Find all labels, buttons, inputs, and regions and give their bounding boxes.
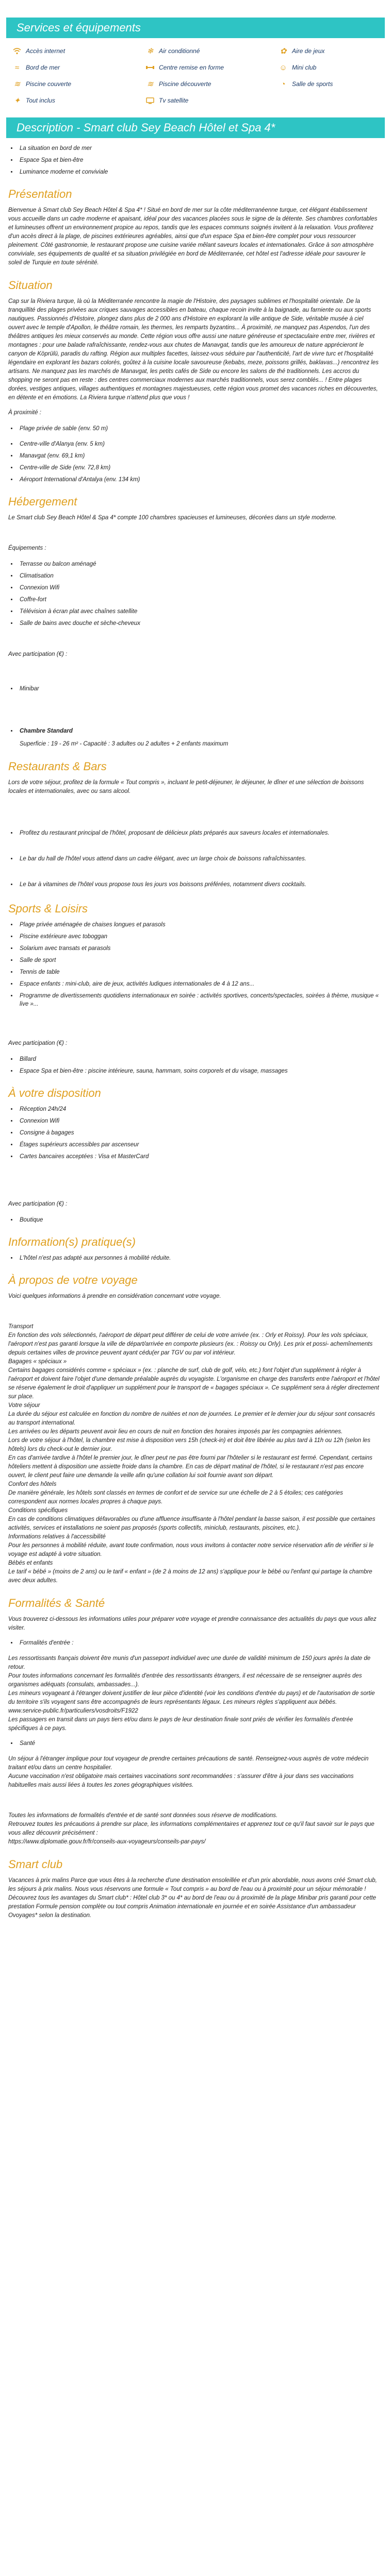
list-item: • Salle de sport — [18, 956, 380, 964]
situation-text: Cap sur la Riviera turque, là où la Méditerranée rencontre la magie de l'Histoire, des paysages sublimes et l'hospitalité orientale. De la tranquillité des plages privées aux criques sauvages accessibles en bateau, chaque recoin invite à la baignade, au farniente ou aux sports nautiques. Passionnés d'Histoire, plongez dans plus de 2 000 ans d'Histoire en explorant la ville antique de Side, véritable musée à ciel ouvert avec le temple d'Apollon, le théâtre romain, les thermes, les remparts byzantins... À proximité, ne manquez pas Aspendos, l'un des théâtres antiques les mieux conservés au monde. Cette région vous offre aussi une nature généreuse et spectaculaire entre mer, rivières et montagnes : pour une balade rafraîchissante, rendez-vous aux chutes de Manavgat, tandis que les amoureux de nature apprécieront le canyon de Köprülü, paradis du rafting. Région aux multiples facettes, laissez-vous séduire par l'authenticité, l'art de vivre turc et l'hospitalité légendaire en explorant les bazars colorés, goûtez à la cuisine locale savoureuse (kebabs, meze, poissons grillés, baklavas...) rencontrez les artisans. Ne manquez pas les marchés de Manavgat, les petits cafés de Side ou encore les salons de thé traditionnels. Les accros du shopping ne seront pas en reste : des centres commerciaux modernes aux marchés traditionnels, vous serez comblés... ! Entre plages dorées, vestiges antiques, villages authentiques et montagnes majestueuses, cette région vous promet des vacances riches en découvertes, en détente et en émotions. La Riviera turque n'attend plus que vous ! — [8, 298, 379, 401]
sports-paid-list — [18, 1055, 380, 1075]
service-item: ❄ Air conditionné — [145, 45, 279, 57]
service-item: ☺ Mini club — [279, 63, 317, 72]
equip-list — [18, 560, 380, 628]
room-title: • Chambre Standard — [18, 727, 380, 735]
formalites-footer: Toutes les informations de formalités d'entrée et de santé sont données sous réserve de modifications. Retrouvez toutes les précautions à prendre sur place, les informations complémentaires et apprenez tout ce qu'il faut savoir sur le pays que vous allez découvrir précisément : https://www.diplomatie.gouv.fr/fr/conseils-aux-voyageurs/conseils-par-pays/ — [8, 1812, 374, 1845]
restaurants-text: Lors de votre séjour, profitez de la formule « Tout compris », incluant le petit-déjeuner, le déjeuner, le dîner et une sélection de boissons locales et internationales, avec ou sans alcool. — [8, 779, 364, 794]
hebergement-paid-list — [18, 685, 380, 693]
service-item: ✿ Aire de jeux — [279, 45, 387, 57]
list-item: • Climatisation — [18, 572, 380, 580]
disposition-list — [18, 1105, 380, 1161]
sport-icon: ◔ — [281, 79, 286, 89]
tv-icon — [145, 96, 155, 105]
list-item: • Plage privée de sable (env. 50 m) — [18, 425, 380, 433]
equip-label: Équipements : — [8, 545, 46, 551]
list-item: • Espace enfants : mini-club, aire de jeux, activités ludiques internationales de 4 à 12 ans... — [18, 980, 380, 988]
list-item: • Luminance moderne et conviviale — [18, 168, 380, 176]
list-item: • Minibar — [18, 685, 380, 693]
list-item: • Boutique — [18, 1216, 380, 1224]
disposition-title: À votre disposition — [8, 1087, 101, 1099]
list-item: • Solarium avec transats et parasols — [18, 944, 380, 953]
list-item: • Plage privée aménagée de chaises longues et parasols — [18, 921, 380, 929]
pool-icon: ≋ — [146, 80, 154, 89]
services-heading: Services et équipements — [17, 21, 141, 34]
list-item: • Santé — [18, 1739, 380, 1748]
list-item: • Piscine extérieure avec toboggan — [18, 933, 380, 941]
content — [0, 144, 391, 1920]
list-item: • Connexion Wifi — [18, 1117, 380, 1125]
dumbbell-icon — [145, 63, 155, 72]
information-list — [18, 1254, 380, 1262]
smartclub-text: Vacances à prix malins Parce que vous êtes à la recherche d'une destination ensoleillée et d'un prix abordable, nous avons créé Smart club, les séjours à prix malins. Nous vous réservons une formule « Tout compris » au bord de l'eau ou à proximité pour un séjour mémorable ! Découvrez tous les avantages du Smart club* : Hôtel club 3* ou 4* au bord de l'eau ou à proximité de la plage Minibar pris garanti pour cette prestation Formule pension complète ou tout compris Animation internationale en journée et en soirée Assistance d'un ambassadeur Ovoyages* selon la destination. — [8, 1877, 377, 1919]
all-inclusive-icon: ✦ — [13, 96, 21, 105]
services-grid — [0, 38, 391, 112]
disposition-paid-label: Avec participation (€) : — [8, 1201, 68, 1207]
restaurants-title: Restaurants & Bars — [8, 760, 107, 773]
hebergement-paid-label: Avec participation (€) : — [8, 651, 68, 657]
information-title: Information(s) pratique(s) — [8, 1235, 136, 1248]
list-item: • Coffre-fort — [18, 596, 380, 604]
formalites-entry-text: Les ressortissants français doivent être munis d'un passeport individuel avec une durée de validité minimum de 150 jours après la date de retour. Pour toutes informations concernant les formalités d'entrée des ressortissants étrangers, il est nécessaire de se renseigner auprès des organismes adéquats (consulats, ambassades...). Les mineurs voyageant à l'étranger doivent justifier de leur pièce d'identité (voir les conditions d'entrée du pays) et de l'autorisation de sortie du territoire s'ils voyagent sans être accompagnés de leurs représentants légaux. Les mineurs règles s'appliquent aux bébés. www.service-public.fr/particuliers/vosdroits/F1922 Les passagers en transit dans un pays tiers et/ou dans le pays de leur destination finale sont priés de vérifier les formalités d'entrée spécifiques à ce pays. — [8, 1655, 375, 1732]
smartclub-title: Smart club — [8, 1858, 63, 1871]
services-band — [6, 18, 385, 38]
list-item: • Réception 24h/24 — [18, 1105, 380, 1113]
description-band — [6, 117, 385, 138]
list-item: • Espace Spa et bien-être — [18, 156, 380, 164]
snowflake-icon: ❄ — [146, 47, 154, 56]
list-item: • Programme de divertissements quotidiens internationaux en soirée : activités sportives, concerts/spectacles, soirées à thème, musique « live »... — [18, 992, 380, 1008]
waves-icon: ≈ — [14, 63, 20, 72]
list-item: • L'hôtel n'est pas adapté aux personnes à mobilité réduite. — [18, 1254, 380, 1262]
proximity-label: À proximité : — [8, 410, 41, 416]
sports-paid-label: Avec participation (€) : — [8, 1040, 68, 1046]
formalites-label-list — [18, 1639, 380, 1647]
presentation-text: Bienvenue à Smart club Sey Beach Hôtel & Spa 4* ! Situé en bord de mer sur la côte méditerranéenne turque, cet élégant établissement vous accueille dans un cadre moderne et apaisant, idéal pour des vacances placées sous le signe de la détente. Ses chambres confortables et lumineuses offrent un environnement propice au repos, tandis que les espaces communs soignés invitent à la relaxation. Vous profiterez d'un accès direct à la plage, de piscines extérieures agréables, ainsi que d'un espace Spa et bien-être complet pour vous ressourcer pleinement. Côté gastronomie, le restaurant propose une cuisine variée mêlant saveurs locales et internationales. Grâce à son atmosphère conviviale, ses équipements de qualité et sa situation privilégiée en bord de Méditerranée, cet hôtel est l'adresse idéale pour savourer le soleil de Turquie en toute sérénité. — [8, 207, 378, 266]
situation-title: Situation — [8, 279, 53, 292]
restaurants-list — [18, 829, 380, 889]
description-bullets — [18, 144, 380, 176]
apropos-intro: Voici quelques informations à prendre en considération concernant votre voyage. — [8, 1293, 221, 1299]
formalites-intro: Vous trouverez ci-dessous les informations utiles pour préparer votre voyage et prendre connaissance des actualités du pays que vous allez visiter. — [8, 1616, 377, 1631]
list-item: • Consigne à bagages — [18, 1129, 380, 1137]
service-item: ✦ Tout inclus — [12, 95, 145, 106]
list-item: • Aéroport International d'Antalya (env. 134 km) — [18, 476, 380, 484]
list-item: • Centre-ville de Side (env. 72,8 km) — [18, 464, 380, 472]
room-list — [18, 727, 380, 735]
list-item: • Profitez du restaurant principal de l'hôtel, proposant de délicieux plats préparés aux saveurs locales et internationales. — [18, 829, 380, 837]
list-item: • Centre-ville d'Alanya (env. 5 km) — [18, 440, 380, 448]
list-item: • Formalités d'entrée : — [18, 1639, 380, 1647]
wifi-icon — [12, 46, 22, 56]
service-item: Accès internet — [12, 45, 145, 57]
sports-title: Sports & Loisirs — [8, 902, 88, 915]
sports-list — [18, 921, 380, 1008]
hebergement-text: Le Smart club Sey Beach Hôtel & Spa 4* compte 100 chambres spacieuses et lumineuses, décorées dans un style moderne. — [8, 515, 337, 521]
list-item: • Cartes bancaires acceptées : Visa et MasterCard — [18, 1153, 380, 1161]
list-item: • Manavgat (env. 69,1 km) — [18, 452, 380, 460]
list-item: • Étages supérieurs accessibles par ascenseur — [18, 1141, 380, 1149]
list-item: • Billard — [18, 1055, 380, 1063]
service-item: Tv satellite — [145, 95, 279, 106]
hebergement-title: Hébergement — [8, 495, 77, 508]
room-detail: Superficie : 19 - 26 m² - Capacité : 3 adultes ou 2 adultes + 2 enfants maximum — [20, 741, 229, 747]
service-item: ≋ Piscine couverte — [12, 78, 145, 90]
list-item: • La situation en bord de mer — [18, 144, 380, 152]
proximity-list — [18, 425, 380, 484]
disposition-paid-list — [18, 1216, 380, 1224]
service-item: Centre remise en forme — [145, 62, 279, 73]
playground-icon: ✿ — [280, 47, 287, 56]
list-item: • Télévision à écran plat avec chaînes satellite — [18, 607, 380, 616]
list-item: • Tennis de table — [18, 968, 380, 976]
formalites-title: Formalités & Santé — [8, 1597, 105, 1609]
sante-label-list — [18, 1739, 380, 1748]
list-item: • Salle de bains avec douche et sèche-cheveux — [18, 619, 380, 628]
sante-text: Un séjour à l'étranger implique pour tout voyageur de prendre certaines précautions de santé. Renseignez-vous auprès de votre médecin traitant et/ou dans un centre hospitalier. Aucune vaccination n'est obligatoire mais certaines vaccinations sont recommandées : s'assurer d'être à jour dans ses vaccinations habituelles mais aussi liées à toutes les zones géographiques visitées. — [8, 1756, 369, 1788]
list-item: • Le bar à vitamines de l'hôtel vous propose tous les jours vos boissons préférées, notamment divers cocktails. — [18, 880, 380, 889]
apropos-title: À propos de votre voyage — [8, 1274, 138, 1286]
list-item: • Espace Spa et bien-être : piscine intérieure, sauna, hammam, soins corporels et du visage, massages — [18, 1067, 380, 1075]
service-item: ◔ Salle de sports — [279, 78, 387, 90]
presentation-title: Présentation — [8, 188, 72, 200]
child-icon: ☺ — [279, 63, 287, 72]
service-item: ≋ Piscine découverte — [145, 78, 279, 90]
list-item: • Connexion Wifi — [18, 584, 380, 592]
pool-icon: ≋ — [13, 80, 21, 89]
description-heading: Description - Smart club Sey Beach Hôtel et Spa 4* — [17, 121, 275, 134]
apropos-body: Transport En fonction des vols sélectionnés, l'aéroport de départ peut différer de celui de votre arrivée (ex. : Orly et Roissy). Pour les vols spéciaux, l'aéroport n'est pas garanti lorsque la ville de départ/arrivée en comporte plusieurs (ex. : Roissy ou Orly). Les prix et possi- achemînements depuis certaines villes de province peuvent ayant cédu(er par TGV ou par vol intérieur. Bagages « spéciaux » Certains bagages considérés comme « spéciaux » (ex. : planche de surf, club de golf, vélo, etc.) font l'objet d'un supplément à régler à l'aéroport et doivent faire l'objet d'une demande préalable auprès du voyagiste. L'organisme en charge des transferts entre l'aéroport et l'hôtel se réserve également le droit d'appliquer un supplément pour le transport de « bagages spéciaux ». Ce supplément sera à régler directement sur place. Votre séjour La durée du séjour est calculée en fonction du nombre de nuitées et non de journées. Le premier et le dernier jour du séjour sont consacrés au transport international. Les arrivées ou les départs peuvent avoir lieu en cours de nuit en fonction des horaires imposés par les compagnies aériennes. Lors de votre séjour à l'hôtel, la chambre est mise à disposition vers 15h (check-in) et doit être libérée au plus tard à 11h ou 12h (selon les hôtels) lors du check-out le dernier jour. En cas d'arrivée tardive à l'hôtel le premier jour, le dîner peut ne pas être fourni par l'hôtelier si le restaurant est fermé. Cependant, certains hôteliers mettent à disposition une assiette froide dans la chambre. En cas de départ matinal de l'hôtel, si le restaurant n'est pas encore ouvert, le client peut faire une demande la veille afin qu'une collation lui soit fournie avant son départ. Confort des hôtels De manière générale, les hôtels sont classés en termes de confort et de service sur une échelle de 2 à 5 étoiles; ces catégories correspondent aux normes locales propres à chaque pays. Conditions spécifiques En cas de conditions climatiques défavorables ou d'une affluence insuffisante à l'hôtel pendant la basse saison, il est possible que certaines activités, services et installations ne soient pas proposés (sports collectifs, miniclub, restaurants, piscines, etc.). Informations relatives à l'accessibilité Pour les personnes à mobilité réduite, avant toute confirmation, nous vous invitons à contacter notre service réservation afin de vérifier si le voyage est adapté à votre situation. Bébés et enfants Le tarif « bébé » (moins de 2 ans) ou le tarif « enfant » (de 2 à moins de 12 ans) s'applique pour le bébé ou l'enfant qui partage la chambre avec deux adultes. — [8, 1324, 380, 1584]
list-item: • Terrasse ou balcon aménagé — [18, 560, 380, 568]
service-item: ≈ Bord de mer — [12, 62, 145, 73]
list-item: • Le bar du hall de l'hôtel vous attend dans un cadre élégant, avec un large choix de boissons rafraîchissantes. — [18, 855, 380, 863]
